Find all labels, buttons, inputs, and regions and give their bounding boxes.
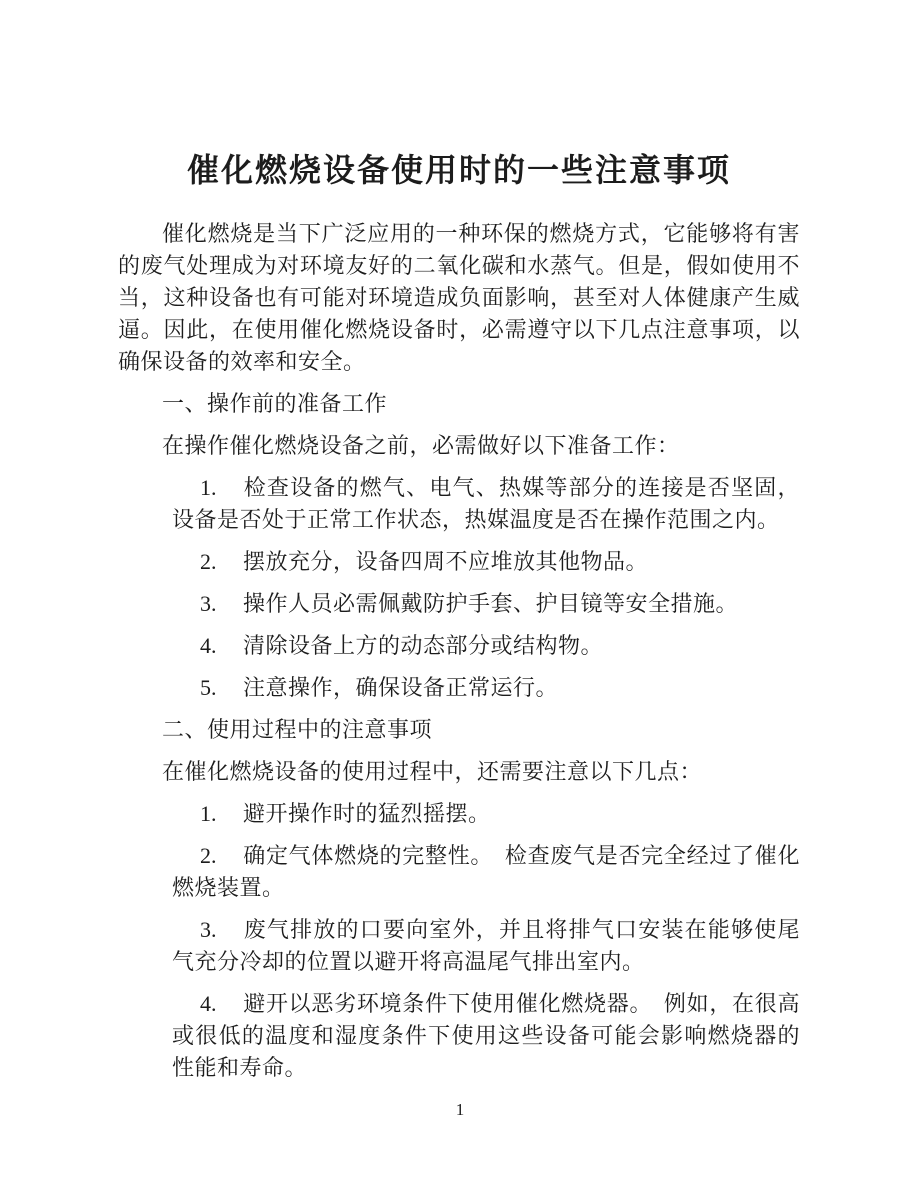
list-item-number: 1. [200,801,217,826]
list-item-text: 废气排放的口要向室外，并且将排气口安装在能够使尾气充分冷却的位置以避开将高温尾气排出室内。 [172,917,800,974]
list-item [172,798,800,830]
list-item [172,988,800,1084]
list-item [172,914,800,978]
list-item-number: 4. [200,633,217,658]
list-item-text: 摆放充分，设备四周不应堆放其他物品。 [243,549,649,574]
section-heading-2: 二、使用过程中的注意事项 [162,717,433,742]
list-item-number: 4. [200,991,217,1016]
document-title: 催化燃烧设备使用时的一些注意事项 [186,152,731,188]
list-item [172,630,800,662]
list-item-number: 3. [200,917,217,942]
section-lead-1: 在操作催化燃烧设备之前，必需做好以下准备工作： [162,433,680,458]
page-number-footer: 1 [455,1100,465,1119]
section-heading-1: 一、操作前的准备工作 [162,391,388,416]
list-item-text: 清除设备上方的动态部分或结构物。 [243,633,604,658]
list-item-number: 2. [200,549,217,574]
list-item-number: 1. [200,475,217,500]
list-item [172,546,800,578]
list-item-text: 避开操作时的猛烈摇摆。 [243,801,491,826]
list-item-number: 3. [200,591,217,616]
intro-paragraph: 催化燃烧是当下广泛应用的一种环保的燃烧方式，它能够将有害的废气处理成为对环境友好的二氧化碳和水蒸气。但是，假如使用不当，这种设备也有可能对环境造成负面影响，甚至对人体健康产生威逼。因此，在使用催化燃烧设备时，必需遵守以下几点注意事项，以确保设备的效率和安全。 [118,221,800,374]
list-item-number: 2. [200,843,217,868]
list-item [172,472,800,536]
list-item-text: 避开以恶劣环境条件下使用催化燃烧器。 例如，在很高或很低的温度和湿度条件下使用这些设备可能会影响燃烧器的性能和寿命。 [172,991,800,1080]
list-item [172,672,800,704]
section-lead-2: 在催化燃烧设备的使用过程中，还需要注意以下几点： [162,759,703,784]
list-item [172,588,800,620]
list-item [172,840,800,904]
list-item-number: 5. [200,675,217,700]
list-item-text: 确定气体燃烧的完整性。 检查废气是否完全经过了催化燃烧装置。 [172,843,800,900]
list-item-text: 操作人员必需佩戴防护手套、护目镜等安全措施。 [243,591,739,616]
list-item-text: 检查设备的燃气、电气、热媒等部分的连接是否坚固，设备是否处于正常工作状态，热媒温度是否在操作范围之内。 [172,475,800,532]
list-item-text: 注意操作，确保设备正常运行。 [243,675,559,700]
